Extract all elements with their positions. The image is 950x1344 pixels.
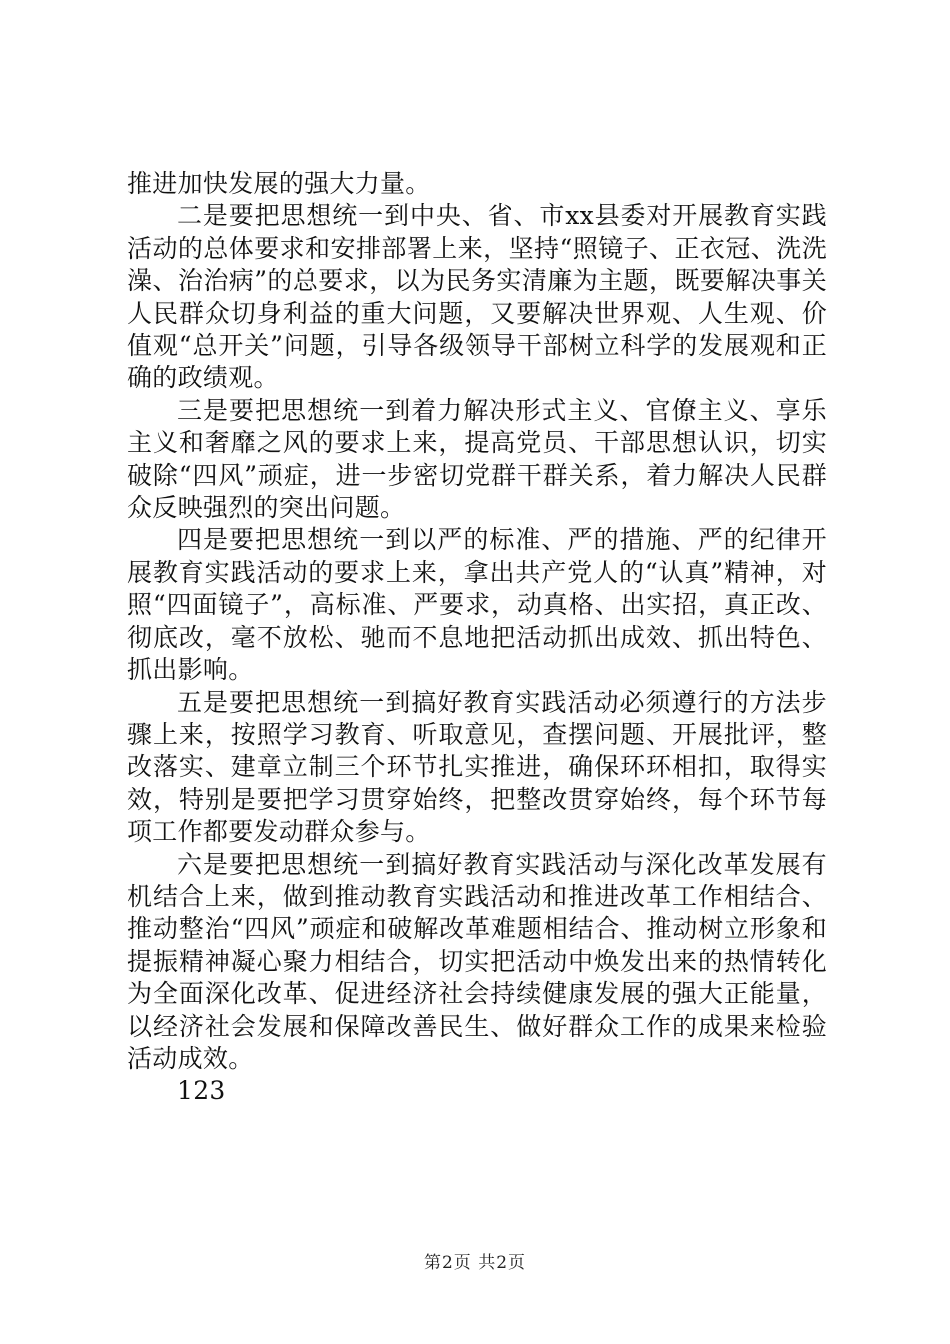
paragraph-6: 六是要把思想统一到搞好教育实践活动与深化改革发展有机结合上来，做到推动教育实践活动和推进改革工作相结合、推动整治“四风”顽症和破解改革难题相结合、推动树立形象和提振精神凝心聚力相结合，切实把活动中焕发出来的热情转化为全面深化改革、促进经济社会持续健康发展的强大正能量，以经济社会发展和保障改善民生、做好群众工作的成果来检验活动成效。 <box>127 849 827 1073</box>
paragraph-5: 五是要把思想统一到搞好教育实践活动必须遵行的方法步骤上来，按照学习教育、听取意见，查摆问题、开展批评，整改落实、建章立制三个环节扎实推进，确保环环相扣，取得实效，特别是要把学习贯穿始终，把整改贯穿始终，每个环节每项工作都要发动群众参与。 <box>127 687 827 847</box>
paragraph-7: 123 <box>177 1076 226 1106</box>
paragraph-2: 二是要把思想统一到中央、省、市xx县委对开展教育实践活动的总体要求和安排部署上来，坚持“照镜子、正衣冠、洗洗澡、治治病”的总要求，以为民务实清廉为主题，既要解决事关人民群众切身利益的重大问题，又要解决世界观、人生观、价值观“总开关”问题，引导各级领导干部树立科学的发展观和正确的政绩观。 <box>127 201 827 393</box>
paragraph-1: 推进加快发展的强大力量。 <box>127 169 431 198</box>
page-footer: 第2页 共2页 <box>423 1253 527 1273</box>
paragraph-3: 三是要把思想统一到着力解决形式主义、官僚主义、享乐主义和奢靡之风的要求上来，提高党员、干部思想认识，切实破除“四风”顽症，进一步密切党群干群关系，着力解决人民群众反映强烈的突出问题。 <box>127 395 827 523</box>
paragraph-4: 四是要把思想统一到以严的标准、严的措施、严的纪律开展教育实践活动的要求上来，拿出共产党人的“认真”精神，对照“四面镜子”，高标准、严要求，动真格、出实招，真正改、彻底改，毫不放松、驰而不息地把活动抓出成效、抓出特色、抓出影响。 <box>127 525 827 685</box>
document-body <box>127 168 827 1108</box>
